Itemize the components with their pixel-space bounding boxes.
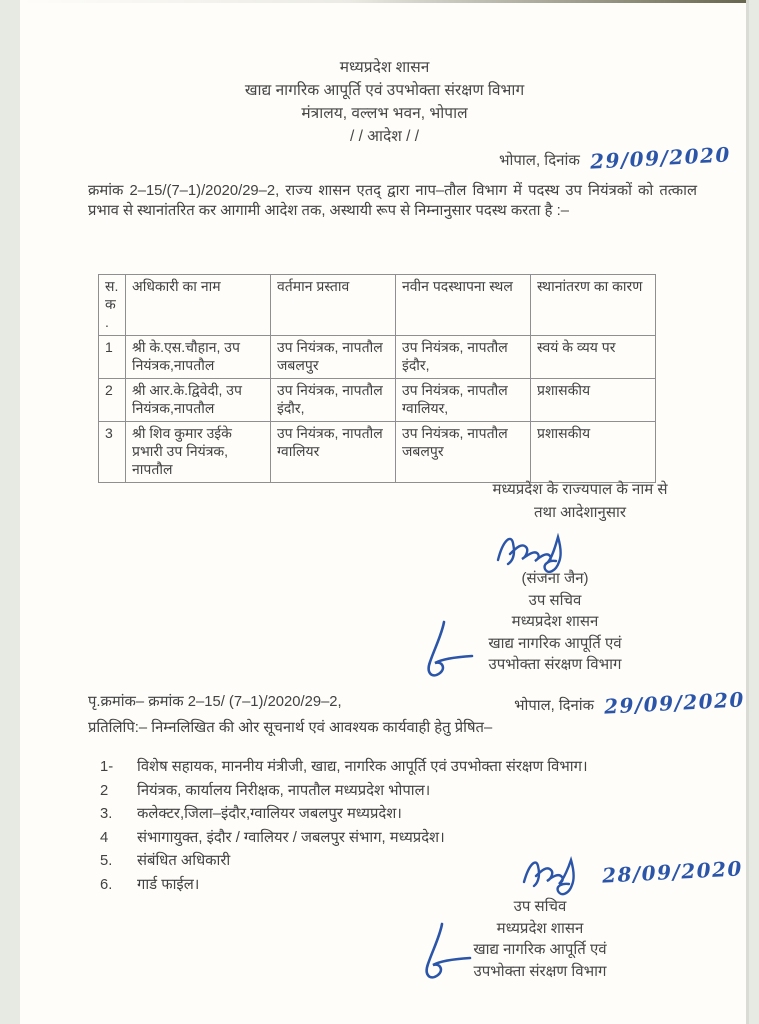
handwritten-date: 29/09/2020 (589, 142, 732, 174)
cell-officer: श्री शिव कुमार उईके प्रभारी उप नियंत्रक, नापतौल (126, 422, 271, 483)
col-header-serial: स. क. (99, 275, 126, 336)
ink-check-icon (418, 920, 476, 984)
letterhead (20, 56, 749, 148)
cell-reason: प्रशासकीय (531, 422, 656, 483)
list-item-text: गार्ड फाईल। (137, 876, 200, 893)
cell-newpost: उप नियंत्रक, नापतौल जबलपुर (396, 422, 531, 483)
issue-place-date (498, 142, 732, 174)
table-row (99, 379, 656, 422)
in-name-of-governor: मध्यप्रदेश के राज्यपाल के नाम से (492, 481, 668, 498)
list-item (100, 803, 689, 827)
signature-icon (518, 852, 596, 898)
list-item-number: 6. (100, 876, 113, 893)
cell-officer: श्री आर.के.द्विवेदी, उप नियंत्रक,नापतौल (126, 379, 271, 422)
cell-serial: 1 (99, 336, 126, 379)
list-item (100, 780, 689, 804)
scan-top-edge (20, 0, 749, 3)
document-page (20, 0, 749, 1024)
signatory-govt: मध्यप्रदेश शासन (511, 613, 599, 630)
list-item-text: विशेष सहायक, माननीय मंत्रीजी, खाद्य, नागरिक आपूर्ति एवं उपभोक्ता संरक्षण विभाग। (137, 759, 588, 775)
list-item-number: 2 (100, 782, 109, 799)
bottom-signature-row (518, 852, 743, 898)
cell-officer: श्री के.एस.चौहान, उप नियंत्रक,नापतौल (126, 336, 271, 379)
copy-to-line: प्रतिलिपि:– निम्नलिखित की ओर सूचनार्थ एवं आवश्यक कार्यवाही हेतु प्रेषित– (88, 720, 493, 736)
place-date-label: भोपाल, दिनांक (498, 152, 580, 169)
col-header-reason: स्थानांतरण का कारण (531, 275, 656, 336)
cell-current: उप नियंत्रक, नापतौल जबलपुर (271, 336, 396, 379)
list-item-number: 3. (100, 806, 113, 822)
table-header-row (99, 275, 656, 336)
list-item (100, 756, 689, 780)
cell-newpost: उप नियंत्रक, नापतौल इंदौर, (396, 336, 531, 379)
ministry-address: मंत्रालय, वल्लभ भवन, भोपाल (301, 105, 468, 122)
signatory-designation: उप सचिव (528, 591, 582, 609)
endorsement-place-date (514, 687, 746, 719)
list-item-text: संभागायुक्त, इंदौर / ग्वालियर / जबलपुर संभाग, मध्यप्रदेश। (137, 829, 445, 846)
signatory-dept-line2: उपभोक्ता संरक्षण विभाग (473, 962, 607, 980)
handwritten-date: 28/09/2020 (601, 856, 744, 888)
endorsement-ref-row (88, 687, 749, 719)
col-header-current: वर्तमान प्रस्ताव (271, 275, 396, 336)
endorsement-block (88, 687, 749, 738)
list-item-text: नियंत्रक, कार्यालय निरीक्षक, नापतौल मध्यप्रदेश भोपाल। (137, 782, 431, 799)
cell-reason: स्वयं के व्यय पर (531, 336, 656, 379)
department-name: खाद्य नागरिक आपूर्ति एवं उपभोक्ता संरक्षण विभाग (244, 82, 525, 99)
signatory-designation: उप सचिव (513, 898, 567, 915)
list-item-number: 1- (100, 759, 114, 775)
transfer-table (98, 274, 656, 483)
signatory-govt: मध्यप्रदेश शासन (496, 919, 584, 937)
cell-newpost: उप नियंत्रक, नापतौल ग्वालियर, (396, 379, 531, 422)
cell-serial: 3 (99, 422, 126, 483)
list-item (100, 827, 689, 851)
cell-reason: प्रशासकीय (531, 379, 656, 422)
list-item-text: संबंधित अधिकारी (137, 853, 231, 869)
cell-serial: 2 (99, 379, 126, 422)
by-order: तथा आदेशानुसार (533, 504, 627, 521)
list-item-text: कलेक्टर,जिला–इंदौर,ग्वालियर जबलपुर मध्यप्रदेश। (137, 806, 402, 822)
col-header-newpost: नवीन पदस्थापना स्थल (396, 275, 531, 336)
endorsement-ref: पृ.क्रमांक– क्रमांक 2–15/ (7–1)/2020/29–2, (88, 694, 342, 710)
col-header-officer: अधिकारी का नाम (126, 275, 271, 336)
list-item-number: 4 (100, 829, 109, 846)
signatory-dept-line1: खाद्य नागरिक आपूर्ति एवं (488, 634, 622, 652)
order-title: / / आदेश / / (349, 128, 420, 145)
govt-name: मध्यप्रदेश शासन (339, 59, 430, 76)
scan-right-edge (746, 0, 749, 1024)
place-date-label: भोपाल, दिनांक (514, 698, 594, 714)
cell-current: उप नियंत्रक, नापतौल इंदौर, (271, 379, 396, 422)
table-row (99, 422, 656, 483)
signatory-dept-line1: खाद्य नागरिक आपूर्ति एवं (473, 941, 607, 958)
signatory-name: (संजना जैन) (521, 570, 589, 587)
list-item-number: 5. (100, 853, 113, 869)
handwritten-date: 29/09/2020 (603, 687, 746, 719)
ink-check-icon (420, 618, 478, 682)
cell-current: उप नियंत्रक, नापतौल ग्वालियर (271, 422, 396, 483)
table-row (99, 336, 656, 379)
order-paragraph: क्रमांक 2–15/(7–1)/2020/29–2, राज्य शासन एतद् द्वारा नाप–तौल विभाग में पदस्थ उप नियंत्रकों को तत्काल प्रभाव से स्थानांतरित कर आगामी आदेश तक, अस्थायी रूप से निम्नानुसार पदस्थ करता है :– (88, 183, 697, 219)
signatory-dept-line2: उपभोक्ता संरक्षण विभाग (488, 656, 622, 673)
authority-block (420, 478, 740, 524)
